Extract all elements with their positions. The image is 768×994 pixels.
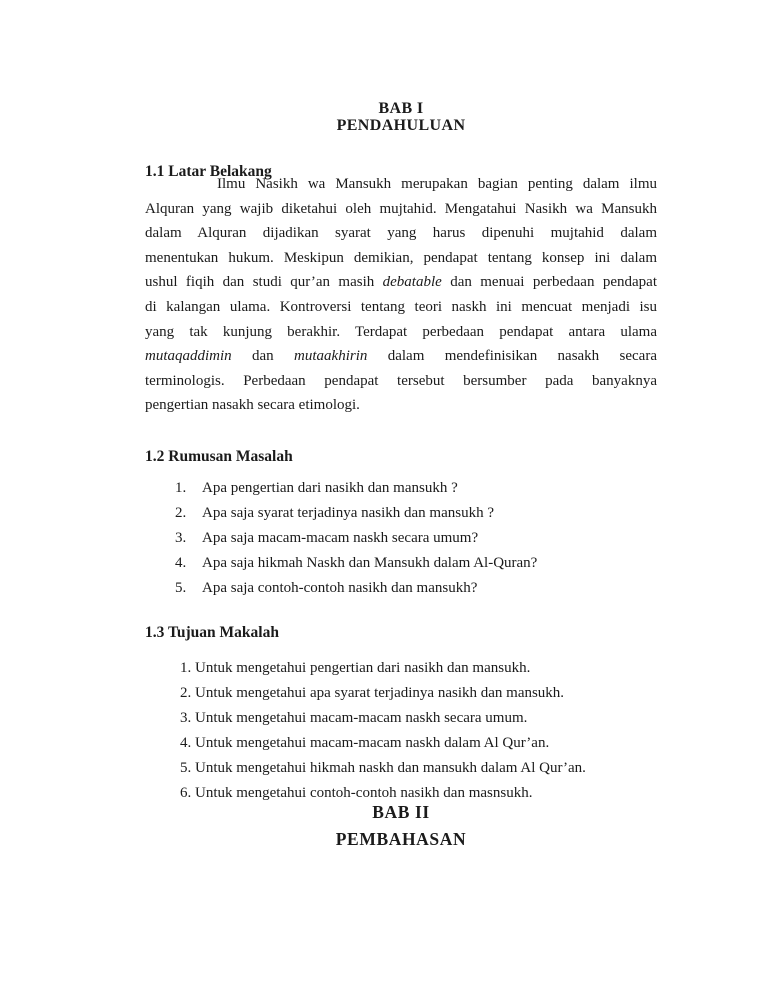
list-item bbox=[145, 756, 657, 781]
paragraph-text: dan menuai perbedaan pendapat bbox=[441, 274, 657, 291]
latar-belakang-paragraph bbox=[145, 172, 657, 418]
section-heading-tujuan-makalah: 1.3 Tujuan Makalah bbox=[145, 624, 279, 641]
list-item-text: Untuk mengetahui contoh-contoh nasikh dan masnsukh. bbox=[195, 784, 533, 801]
list-item bbox=[145, 576, 657, 601]
list-item-text: Untuk mengetahui apa syarat terjadinya nasikh dan mansukh. bbox=[195, 684, 565, 701]
paragraph-line bbox=[145, 344, 657, 369]
paragraph-line bbox=[145, 270, 657, 295]
italic-term: mutaqaddimin bbox=[145, 348, 232, 365]
chapter-1-subtitle: PENDAHULUAN bbox=[336, 117, 466, 134]
list-item-text: Untuk mengetahui hikmah naskh dan mansukh dalam Al Qur’an. bbox=[195, 759, 586, 776]
list-item-text: Apa saja syarat terjadinya nasikh dan mansukh ? bbox=[202, 504, 494, 521]
list-item-number: 4. bbox=[175, 554, 187, 571]
paragraph-text: di kalangan ulama. Kontroversi tentang teori naskh ini mencuat menjadi isu bbox=[145, 298, 657, 315]
list-item bbox=[145, 551, 657, 576]
paragraph-text: Ilmu Nasikh wa Mansukh merupakan bagian penting dalam ilmu bbox=[217, 176, 657, 192]
chapter-2-heading bbox=[145, 799, 657, 853]
list-item-text: Apa saja macam-macam naskh secara umum? bbox=[202, 529, 479, 546]
italic-term: mutaakhirin bbox=[294, 348, 368, 365]
rumusan-masalah-list bbox=[145, 476, 657, 601]
list-item-number: 2. bbox=[180, 684, 192, 701]
list-item bbox=[145, 681, 657, 706]
paragraph-line bbox=[145, 172, 657, 197]
paragraph-line bbox=[145, 295, 657, 320]
list-item bbox=[145, 501, 657, 526]
list-item-text: Untuk mengetahui macam-macam naskh dalam Al Qur’an. bbox=[195, 734, 550, 751]
paragraph-text: yang tak kunjung berakhir. Terdapat perbedaan pendapat antara ulama bbox=[145, 323, 657, 340]
paragraph-text: ushul fiqih dan studi qur’an masih bbox=[145, 274, 383, 291]
paragraph-line bbox=[145, 369, 657, 394]
tujuan-makalah-list bbox=[145, 656, 657, 805]
chapter-2-subtitle: PEMBAHASAN bbox=[335, 829, 467, 849]
list-item-text: Untuk mengetahui pengertian dari nasikh dan mansukh. bbox=[195, 660, 531, 676]
paragraph-line bbox=[145, 197, 657, 222]
list-item-text: Apa saja contoh-contoh nasikh dan mansukh? bbox=[202, 579, 478, 596]
list-item-text: Apa pengertian dari nasikh dan mansukh ? bbox=[202, 480, 458, 496]
chapter-2-title: BAB II bbox=[372, 802, 430, 822]
section-heading-latar-belakang: 1.1 Latar Belakang bbox=[145, 163, 272, 180]
chapter-1-heading bbox=[145, 100, 657, 134]
list-item-text: Apa saja hikmah Naskh dan Mansukh dalam Al-Quran? bbox=[202, 554, 538, 571]
list-item bbox=[145, 731, 657, 756]
list-item-number: 3. bbox=[180, 709, 192, 726]
paragraph-line bbox=[145, 246, 657, 271]
section-heading-rumusan-masalah: 1.2 Rumusan Masalah bbox=[145, 448, 293, 465]
paragraph-text: terminologis. Perbedaan pendapat tersebut bersumber pada banyaknya bbox=[145, 372, 657, 389]
list-item bbox=[145, 656, 657, 681]
chapter-1-title: BAB I bbox=[378, 100, 424, 117]
paragraph-text: pengertian nasakh secara etimologi. bbox=[145, 397, 360, 414]
italic-term: debatable bbox=[382, 274, 442, 291]
list-item-number: 3. bbox=[175, 529, 187, 546]
paragraph-line bbox=[145, 320, 657, 345]
list-item-number: 5. bbox=[180, 759, 192, 776]
paragraph-line bbox=[145, 393, 657, 418]
list-item-number: 4. bbox=[180, 734, 192, 751]
list-item-number: 1. bbox=[175, 480, 187, 496]
paragraph-text: menentukan hukum. Meskipun demikian, pendapat tentang konsep ini dalam bbox=[145, 249, 657, 266]
paragraph-text: dan bbox=[231, 348, 295, 365]
list-item-number: 2. bbox=[175, 504, 187, 521]
paragraph-text: dalam Alquran dijadikan syarat yang harus dipenuhi mujtahid dalam bbox=[145, 225, 657, 242]
paragraph-line bbox=[145, 221, 657, 246]
list-item-number: 5. bbox=[175, 579, 187, 596]
list-item-number: 1. bbox=[180, 660, 192, 676]
list-item bbox=[145, 706, 657, 731]
list-item-number: 6. bbox=[180, 784, 192, 801]
list-item bbox=[145, 526, 657, 551]
list-item bbox=[145, 476, 657, 501]
paragraph-text: dalam mendefinisikan nasakh secara bbox=[367, 348, 657, 365]
paragraph-text: Alquran yang wajib diketahui oleh mujtahid. Mengatahui Nasikh wa Mansukh bbox=[145, 200, 657, 217]
list-item-text: Untuk mengetahui macam-macam naskh secara umum. bbox=[195, 709, 528, 726]
